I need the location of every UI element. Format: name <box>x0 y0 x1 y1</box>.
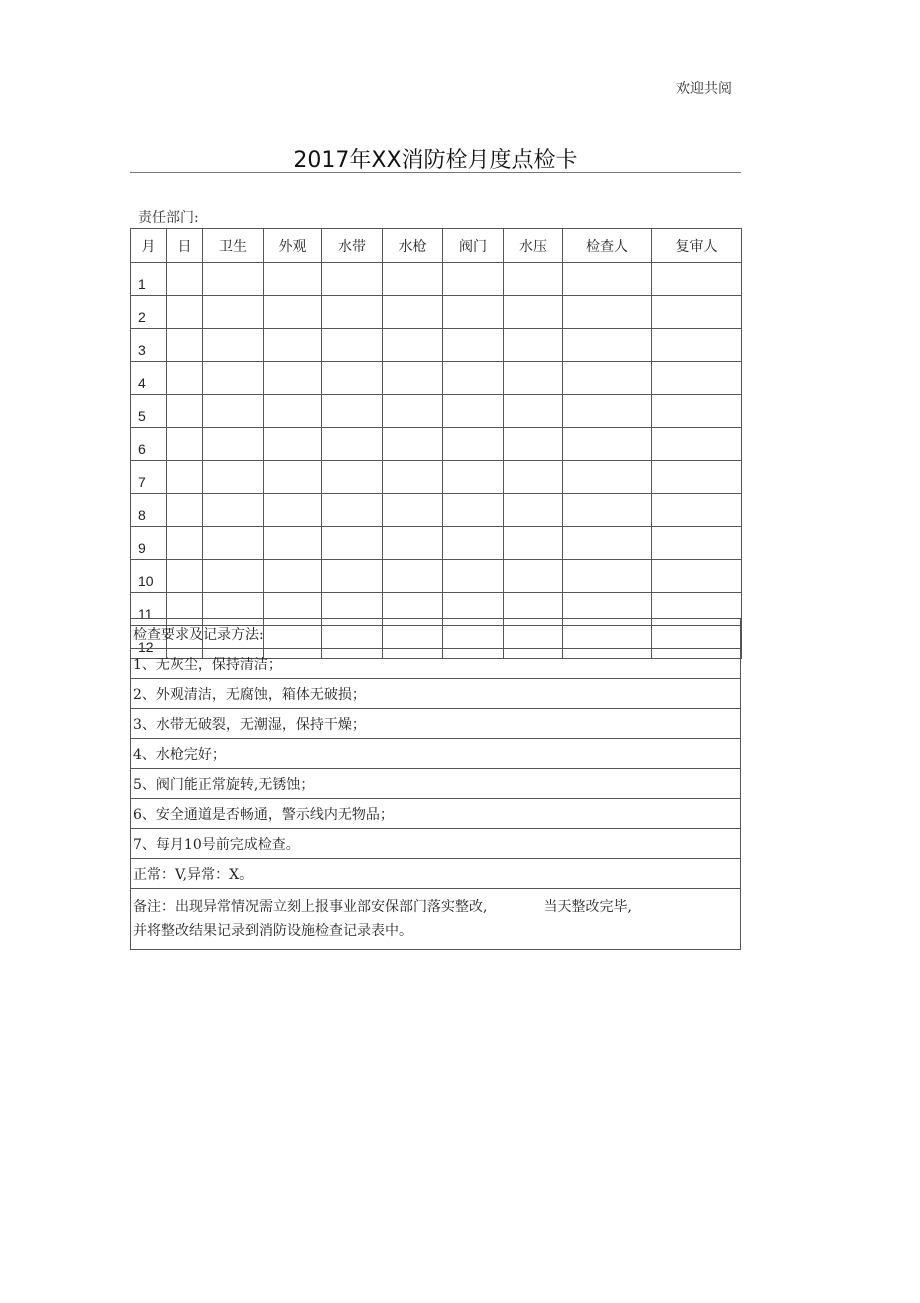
empty-cell <box>322 362 383 395</box>
department-label: 责任部门: <box>138 210 199 226</box>
title-divider <box>130 172 741 173</box>
table-row <box>131 329 742 362</box>
requirement-item: 6、安全通道是否畅通，警示线内无物品； <box>131 799 741 829</box>
empty-cell <box>504 263 563 296</box>
table-row <box>131 560 742 593</box>
empty-cell <box>563 428 652 461</box>
empty-cell <box>504 296 563 329</box>
legend: 正常：V,异常：X。 <box>131 859 741 889</box>
empty-cell <box>383 461 443 494</box>
empty-cell <box>383 494 443 527</box>
empty-cell <box>322 527 383 560</box>
month-number: 12 <box>131 626 167 659</box>
header-note: 欢迎共阅 <box>676 81 732 97</box>
empty-cell <box>167 263 203 296</box>
empty-cell <box>504 362 563 395</box>
empty-cell <box>443 494 504 527</box>
empty-cell <box>383 362 443 395</box>
empty-cell <box>264 296 322 329</box>
empty-cell <box>322 263 383 296</box>
empty-cell <box>443 527 504 560</box>
empty-cell <box>322 395 383 428</box>
month-number: 4 <box>131 362 167 395</box>
requirement-item: 2、外观清洁，无腐蚀，箱体无破损； <box>131 679 741 709</box>
empty-cell <box>443 329 504 362</box>
table-row <box>131 395 742 428</box>
empty-cell <box>264 527 322 560</box>
empty-cell <box>652 329 742 362</box>
col-header-pressure: 水压 <box>504 229 563 263</box>
empty-cell <box>203 461 264 494</box>
month-number: 2 <box>131 296 167 329</box>
empty-cell <box>504 461 563 494</box>
empty-cell <box>563 395 652 428</box>
table-row <box>131 527 742 560</box>
col-header-inspector: 检查人 <box>563 229 652 263</box>
empty-cell <box>652 362 742 395</box>
empty-cell <box>652 428 742 461</box>
empty-cell <box>322 329 383 362</box>
month-number: 7 <box>131 461 167 494</box>
table-body <box>131 263 742 659</box>
inspection-table <box>130 228 742 659</box>
empty-cell <box>167 494 203 527</box>
empty-cell <box>203 428 264 461</box>
table-row <box>131 494 742 527</box>
empty-cell <box>563 362 652 395</box>
empty-cell <box>264 263 322 296</box>
empty-cell <box>563 560 652 593</box>
empty-cell <box>504 527 563 560</box>
page-title: 2017年XX消防栓月度点检卡 <box>293 148 578 173</box>
remark-part2: 当天整改完毕, <box>543 899 632 915</box>
empty-cell <box>264 461 322 494</box>
empty-cell <box>652 494 742 527</box>
empty-cell <box>383 395 443 428</box>
empty-cell <box>443 428 504 461</box>
col-header-month: 月 <box>131 229 167 263</box>
month-number: 3 <box>131 329 167 362</box>
requirement-item: 5、阀门能正常旋转,无锈蚀； <box>131 769 741 799</box>
month-number: 5 <box>131 395 167 428</box>
empty-cell <box>322 461 383 494</box>
empty-cell <box>504 560 563 593</box>
empty-cell <box>443 395 504 428</box>
requirements-table <box>130 618 741 950</box>
remark-line2: 并将整改结果记录到消防设施检查记录表中。 <box>133 923 413 939</box>
empty-cell <box>563 461 652 494</box>
remark-part1: 备注：出现异常情况需立刻上报事业部安保部门落实整改, <box>133 899 488 915</box>
empty-cell <box>383 428 443 461</box>
empty-cell <box>652 263 742 296</box>
month-number: 1 <box>131 263 167 296</box>
month-number: 9 <box>131 527 167 560</box>
requirement-item: 3、水带无破裂，无潮湿，保持干燥； <box>131 709 741 739</box>
empty-cell <box>322 296 383 329</box>
empty-cell <box>322 428 383 461</box>
empty-cell <box>167 560 203 593</box>
empty-cell <box>203 395 264 428</box>
empty-cell <box>322 560 383 593</box>
col-header-reviewer: 复审人 <box>652 229 742 263</box>
empty-cell <box>383 296 443 329</box>
table-row <box>131 461 742 494</box>
empty-cell <box>203 560 264 593</box>
col-header-appearance: 外观 <box>264 229 322 263</box>
empty-cell <box>264 329 322 362</box>
requirement-item: 7、每月10号前完成检查。 <box>131 829 741 859</box>
empty-cell <box>443 560 504 593</box>
table-header-row <box>131 229 742 263</box>
empty-cell <box>167 461 203 494</box>
empty-cell <box>443 362 504 395</box>
empty-cell <box>203 263 264 296</box>
month-number: 10 <box>131 560 167 593</box>
empty-cell <box>167 428 203 461</box>
empty-cell <box>264 428 322 461</box>
empty-cell <box>563 263 652 296</box>
empty-cell <box>504 428 563 461</box>
col-header-hose: 水带 <box>322 229 383 263</box>
empty-cell <box>264 494 322 527</box>
month-number: 11 <box>131 593 167 626</box>
empty-cell <box>563 527 652 560</box>
empty-cell <box>383 329 443 362</box>
empty-cell <box>264 395 322 428</box>
requirements-title: 检查要求及记录方法: <box>131 619 741 649</box>
empty-cell <box>443 461 504 494</box>
empty-cell <box>652 296 742 329</box>
empty-cell <box>443 263 504 296</box>
empty-cell <box>383 527 443 560</box>
requirement-item: 4、水枪完好； <box>131 739 741 769</box>
empty-cell <box>264 362 322 395</box>
empty-cell <box>563 494 652 527</box>
table-row <box>131 263 742 296</box>
empty-cell <box>203 329 264 362</box>
empty-cell <box>652 527 742 560</box>
empty-cell <box>652 560 742 593</box>
empty-cell <box>203 362 264 395</box>
empty-cell <box>504 329 563 362</box>
col-header-valve: 阀门 <box>443 229 504 263</box>
empty-cell <box>563 296 652 329</box>
empty-cell <box>652 461 742 494</box>
empty-cell <box>167 296 203 329</box>
col-header-hygiene: 卫生 <box>203 229 264 263</box>
empty-cell <box>563 329 652 362</box>
month-number: 6 <box>131 428 167 461</box>
col-header-day: 日 <box>167 229 203 263</box>
month-number: 8 <box>131 494 167 527</box>
empty-cell <box>203 494 264 527</box>
empty-cell <box>167 527 203 560</box>
empty-cell <box>203 527 264 560</box>
requirement-item: 1、无灰尘，保持清洁； <box>131 649 741 679</box>
empty-cell <box>383 263 443 296</box>
empty-cell <box>443 296 504 329</box>
remark <box>131 889 741 950</box>
empty-cell <box>264 560 322 593</box>
empty-cell <box>167 362 203 395</box>
empty-cell <box>167 395 203 428</box>
empty-cell <box>322 494 383 527</box>
empty-cell <box>203 296 264 329</box>
empty-cell <box>167 329 203 362</box>
empty-cell <box>652 395 742 428</box>
table-row <box>131 296 742 329</box>
table-row <box>131 428 742 461</box>
table-row <box>131 362 742 395</box>
empty-cell <box>504 395 563 428</box>
col-header-nozzle: 水枪 <box>383 229 443 263</box>
empty-cell <box>383 560 443 593</box>
empty-cell <box>504 494 563 527</box>
